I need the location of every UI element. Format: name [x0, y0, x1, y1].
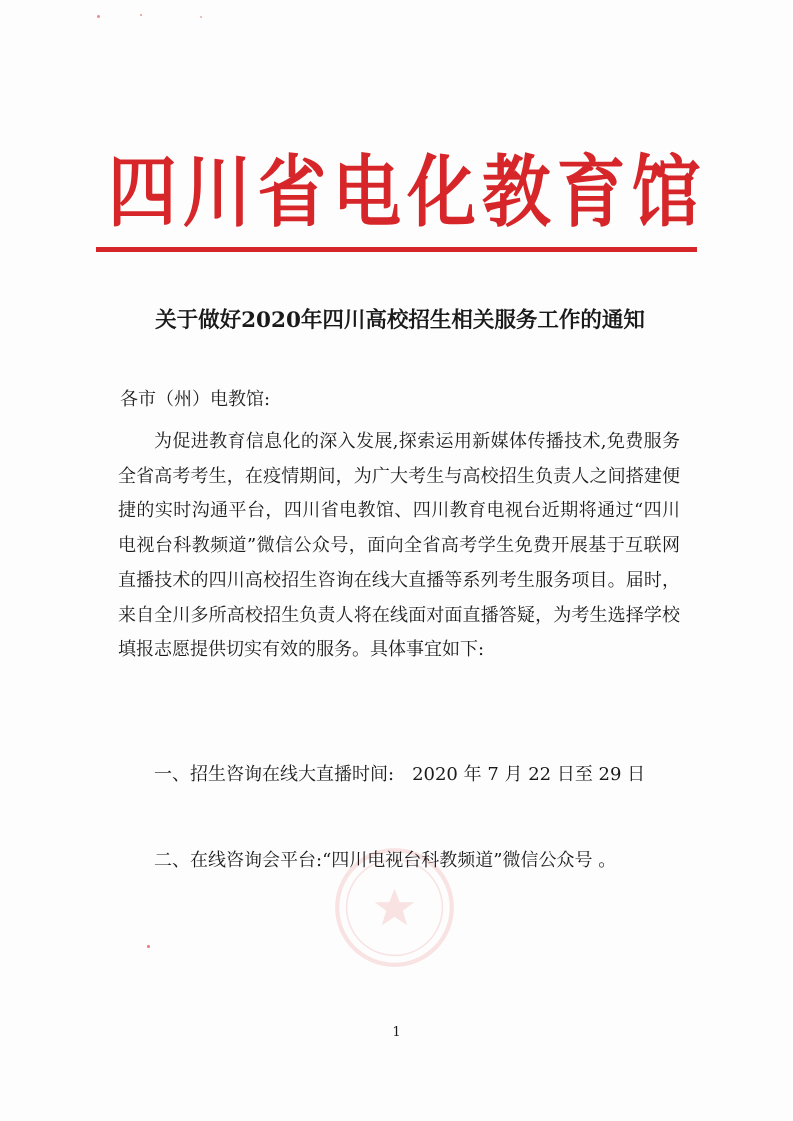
- addressee: 各市（州）电教馆:: [120, 389, 271, 410]
- decorative-speck: [97, 15, 100, 18]
- paragraph-schedule: 一、招生咨询在线大直播时间: 2020 年 7 月 22 日至 29 日: [154, 764, 646, 785]
- page-number: 1: [392, 1025, 401, 1040]
- header-divider: [96, 247, 697, 252]
- decorative-speck: [200, 16, 202, 18]
- document-title: 关于做好2020年四川高校招生相关服务工作的通知: [155, 308, 645, 333]
- decorative-speck: [147, 945, 150, 948]
- paragraph-intro: 为促进教育信息化的深入发展,探索运用新媒体传播技术,免费服务全省高考考生，在疫情期间，为广大考生与高校招生负责人之间搭建便捷的实时沟通平台，四川省电教馆、四川教育电视台近期将通过“四川电视台科教频道”微信公众号，面向全省高考学生免费开展基于互联网直播技术的四川高校招生咨询在线大直播等系列考生服务项目。届时，来自全川多所高校招生负责人将在线面对面直播答疑，为考生选择学校填报志愿提供切实有效的服务。具体事宜如下:: [118, 431, 680, 661]
- organization-title: 四川省电化教育馆: [108, 147, 707, 238]
- decorative-speck: [140, 14, 142, 16]
- paragraph-platform: 二、在线咨询会平台:“四川电视台科教频道”微信公众号 。: [154, 850, 617, 871]
